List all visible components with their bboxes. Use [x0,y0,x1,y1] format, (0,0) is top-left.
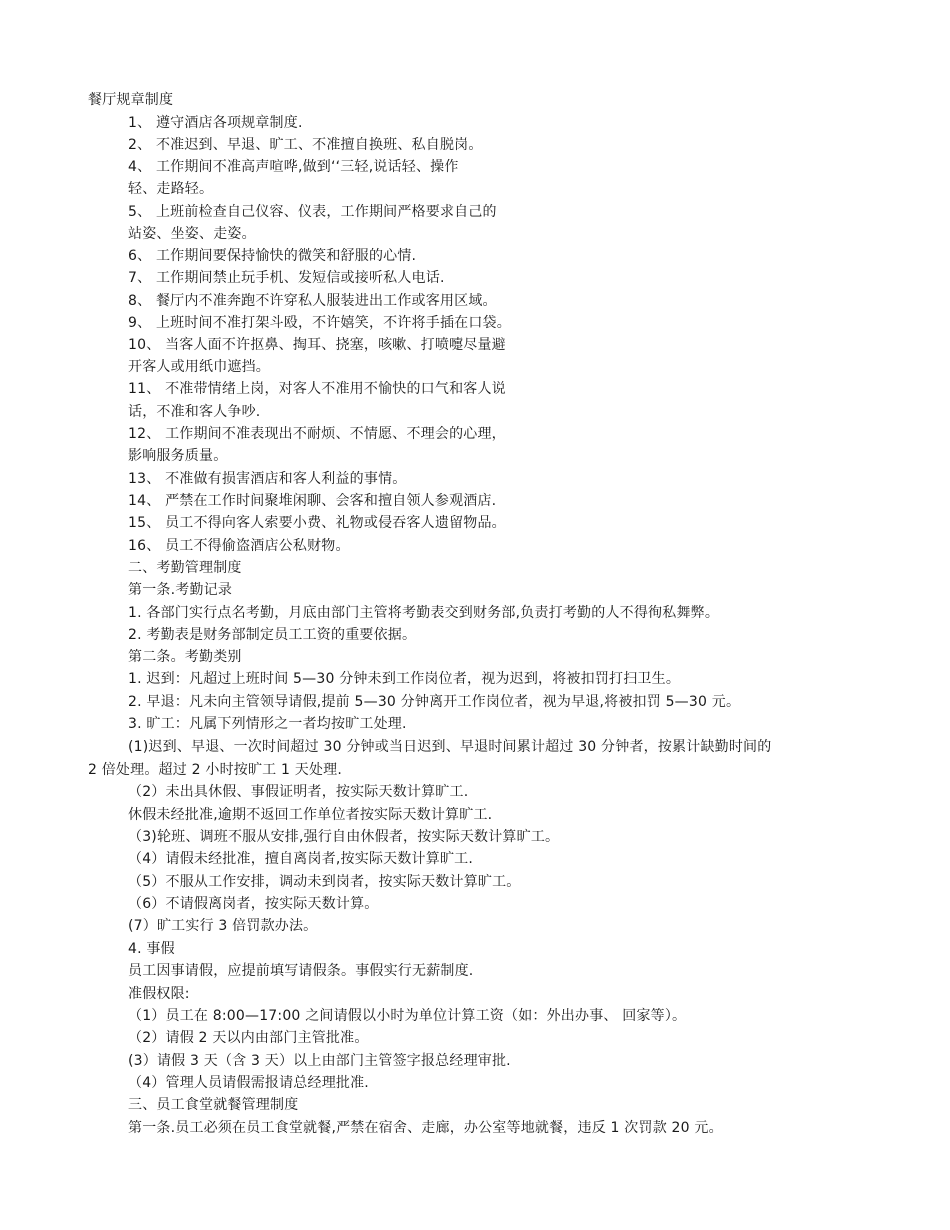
body-line: （2）未出具休假、事假证明者，按实际天数计算旷工. [128,784,469,800]
body-line: 2. 早退：凡未向主管领导请假,提前 5—30 分钟离开工作岗位者，视为早退,将被扣罚 5—30 元。 [128,694,741,710]
document-title: 餐厅规章制度 [88,92,174,108]
body-line: （1）员工在 8:00—17:00 之间请假以小时为单位计算工资（如：外出办事、 回家等）。 [128,1008,687,1024]
body-line: 16、 员工不得偷盗酒店公私财物。 [128,538,350,554]
body-line: 15、 员工不得向客人索要小费、礼物或侵吞客人遗留物品。 [128,515,506,531]
body-line: 第二条。考勤类别 [128,649,242,665]
body-line: (3）请假 3 天（含 3 天）以上由部门主管签字报总经理审批. [128,1053,511,1069]
body-line: 12、 工作期间不准表现出不耐烦、不情愿、不理会的心理， [128,426,506,442]
body-line: 二、考勤管理制度 [128,560,242,576]
body-line: 4. 事假 [128,941,175,957]
body-line: 休假未经批准,逾期不返回工作单位者按实际天数计算旷工. [128,807,493,823]
body-line: 员工因事请假，应提前填写请假条。事假实行无薪制度. [128,963,474,979]
body-line: （2）请假 2 天以内由部门主管批准。 [128,1030,369,1046]
body-line: 1. 各部门实行点名考勤，月底由部门主管将考勤表交到财务部,负责打考勤的人不得徇私舞弊。 [128,605,720,621]
body-line: 影响服务质量。 [128,448,228,464]
body-line: 2、 不准迟到、早退、旷工、不准擅自换班、私自脱岗。 [128,137,483,153]
body-line: 三、员工食堂就餐管理制度 [128,1097,299,1113]
body-line: 5、 上班前检查自己仪容、仪表，工作期间严格要求自己的 [128,204,497,220]
body-line: (7）旷工实行 3 倍罚款办法。 [128,918,318,934]
body-line: 开客人或用纸巾遮挡。 [128,359,270,375]
body-line: （5）不服从工作安排，调动未到岗者，按实际天数计算旷工。 [128,874,521,890]
body-line: 第一条.考勤记录 [128,582,233,598]
body-line: 3. 旷工：凡属下列情形之一者均按旷工处理. [128,716,407,732]
body-line: 准假权限: [128,986,190,1002]
body-line: 14、 严禁在工作时间聚堆闲聊、会客和擅自领人参观酒店. [128,493,497,509]
body-line: 10、 当客人面不许抠鼻、掏耳、挠塞，咳嗽、打喷嚏尽量避 [128,337,506,353]
body-line: 2. 考勤表是财务部制定员工工资的重要依据。 [128,627,417,643]
body-line: 9、 上班时间不准打架斗殴，不许嬉笑，不许将手插在口袋。 [128,315,511,331]
body-line: 1. 迟到：凡超过上班时间 5—30 分钟未到工作岗位者，视为迟到，将被扣罚打扫卫生。 [128,671,681,687]
body-line: 7、 工作期间禁止玩手机、发短信或接听私人电话. [128,270,445,286]
body-line: 第一条.员工必须在员工食堂就餐,严禁在宿舍、走廊，办公室等地就餐，违反 1 次罚款 20 元。 [128,1120,723,1136]
body-line: 13、 不准做有损害酒店和客人利益的事情。 [128,471,407,487]
body-line: （3)轮班、调班不服从安排,强行自由休假者，按实际天数计算旷工。 [128,829,560,845]
body-line: 6、 工作期间要保持愉快的微笑和舒服的心情. [128,248,417,264]
body-line: （6）不请假离岗者，按实际天数计算。 [128,896,379,912]
body-line: （4）管理人员请假需报请总经理批准. [128,1075,369,1091]
body-line: 话，不准和客人争吵. [128,404,261,420]
body-line: 11、 不准带情绪上岗，对客人不准用不愉快的口气和客人说 [128,381,506,397]
body-line: 2 倍处理。超过 2 小时按旷工 1 天处理. [88,762,343,778]
body-line: 8、 餐厅内不准奔跑不许穿私人服装进出工作或客用区域。 [128,293,497,309]
body-line: 1、 遵守酒店各项规章制度. [128,115,303,131]
body-line: 站姿、坐姿、走姿。 [128,226,256,242]
body-line: (1)迟到、早退、一次时间超过 30 分钟或当日迟到、早退时间累计超过 30 分钟者，按累计缺勤时间的 [128,739,772,755]
body-line: （4）请假未经批准，擅自离岗者,按实际天数计算旷工. [128,851,474,867]
body-line: 4、 工作期间不准高声喧哗,做到‘‘三轻,说话轻、操作 [128,159,459,175]
body-line: 轻、走路轻。 [128,181,214,197]
